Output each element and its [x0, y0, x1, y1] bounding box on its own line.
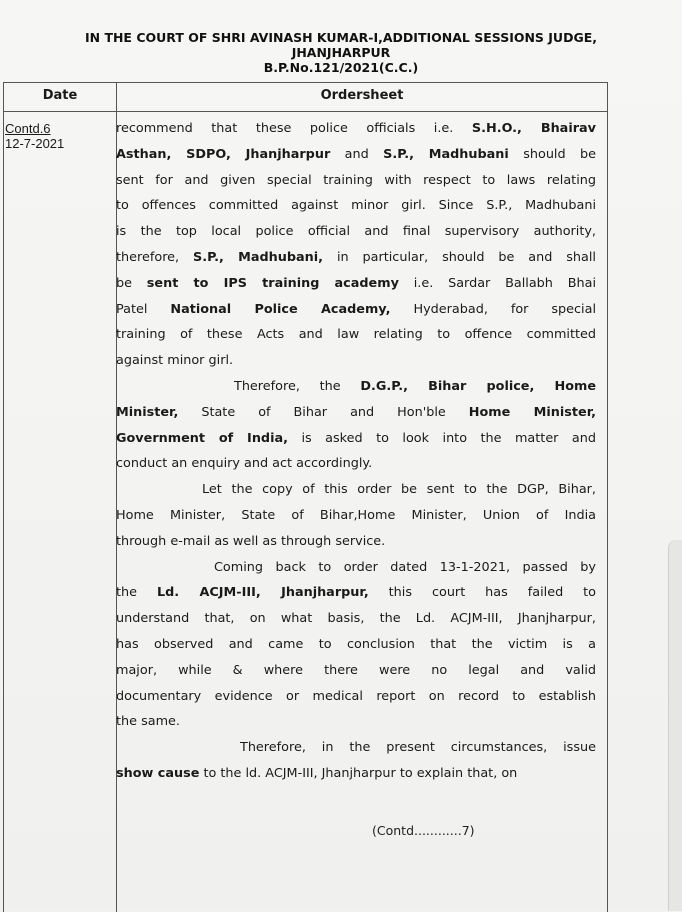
text-run: i.e. Sardar Ballabh Bhai [398, 275, 596, 291]
bold-phrase: National Police Academy, [170, 301, 391, 317]
bold-phrase: Ld. ACJM-III, Jhanjharpur, [156, 585, 369, 601]
continuation-note: (Contd............7) [372, 823, 475, 838]
text-run: Patel [116, 301, 171, 317]
text-run: Hyderabad, for special [390, 301, 597, 317]
text-run: through e-mail as well as through service. [116, 533, 386, 549]
order-line [116, 735, 596, 761]
order-line [116, 761, 596, 787]
text-run: in particular, should be and shall [323, 249, 596, 265]
bold-phrase: D.G.P., Bihar police, Home [360, 378, 597, 394]
order-line [116, 426, 596, 452]
bold-phrase: S.P., Madhubani [383, 146, 509, 162]
order-line [116, 142, 596, 168]
text-run: Therefore, in the present circumstances, issue [240, 740, 596, 756]
order-date: 12-7-2021 [5, 136, 65, 151]
order-line [116, 271, 596, 297]
text-run: against minor girl. [116, 353, 234, 369]
bold-phrase: show cause [116, 765, 200, 781]
header-divider [4, 111, 607, 112]
date-cell [5, 121, 64, 151]
text-run: be [116, 275, 147, 291]
order-line [116, 606, 596, 632]
order-line [116, 297, 596, 323]
court-title: IN THE COURT OF SHRI AVINASH KUMAR-I,ADDITIONAL SESSIONS JUDGE, [84, 30, 598, 45]
order-line [116, 245, 596, 271]
text-run: the same. [116, 714, 180, 730]
text-run: this court has failed to [368, 585, 596, 601]
bold-phrase: Government of India, [116, 430, 288, 446]
text-run: to offences committed against minor girl. Since S.P., Madhubani [116, 198, 596, 214]
text-run: and [330, 146, 384, 162]
text-run: training of these Acts and law relating to offence committed [116, 327, 596, 343]
order-line [116, 684, 596, 710]
text-run: recommend that these police officials i.e. [116, 121, 472, 136]
ordersheet-column-header: Ordersheet [320, 88, 404, 103]
text-run: conduct an enquiry and act accordingly. [116, 456, 373, 472]
order-line [116, 116, 596, 142]
order-line [116, 529, 596, 555]
text-run: State of Bihar and Hon'ble [178, 404, 469, 420]
scrollbar[interactable] [668, 540, 682, 911]
order-line [116, 322, 596, 348]
text-run: to the ld. ACJM-III, Jhanjharpur to explain that, on [199, 765, 518, 781]
order-line [116, 374, 596, 400]
bold-phrase: Asthan, SDPO, Jhanjharpur [116, 146, 331, 162]
text-run: is the top local police official and final supervisory authority, [116, 224, 596, 240]
case-number: B.P.No.121/2021(C.C.) [263, 60, 419, 75]
text-run: understand that, on what basis, the Ld. ACJM-III, Jhanjharpur, [116, 611, 596, 627]
text-run: major, while & where there were no legal and valid [116, 662, 596, 678]
order-line [116, 555, 596, 581]
contd-page-label: Contd.6 [5, 121, 51, 136]
date-column-header: Date [42, 88, 78, 103]
bold-phrase: S.H.O., Bhairav [471, 121, 596, 136]
text-run: Let the copy of this order be sent to the DGP, Bihar, [202, 482, 596, 498]
bold-phrase: Home Minister, [468, 404, 597, 420]
order-text [116, 116, 596, 787]
text-run: is asked to look into the matter and [287, 430, 596, 446]
court-header [0, 30, 682, 75]
order-line [116, 632, 596, 658]
bold-phrase: Minister, [116, 404, 179, 420]
text-run: the [116, 585, 157, 601]
order-line [116, 503, 596, 529]
bold-phrase: sent to IPS training academy [146, 275, 399, 291]
court-place: JHANJHARPUR [291, 45, 391, 60]
order-line [116, 400, 596, 426]
order-line [116, 168, 596, 194]
text-run: Home Minister, State of Bihar,Home Minister, Union of India [116, 507, 596, 523]
text-run: should be [508, 146, 597, 162]
text-run: documentary evidence or medical report on record to establish [116, 688, 596, 704]
order-line [116, 348, 596, 374]
order-line [116, 580, 596, 606]
order-line [116, 451, 596, 477]
text-run: has observed and came to conclusion that the victim is a [116, 636, 596, 652]
order-line [116, 219, 596, 245]
order-line [116, 477, 596, 503]
order-line [116, 193, 596, 219]
text-run: therefore, [116, 249, 194, 265]
bold-phrase: S.P., Madhubani, [193, 249, 324, 265]
order-line [116, 709, 596, 735]
text-run: Therefore, the [234, 378, 361, 394]
order-line [116, 658, 596, 684]
text-run: Coming back to order dated 13-1-2021, passed by [214, 559, 596, 575]
text-run: sent for and given special training with respect to laws relating [116, 172, 596, 188]
